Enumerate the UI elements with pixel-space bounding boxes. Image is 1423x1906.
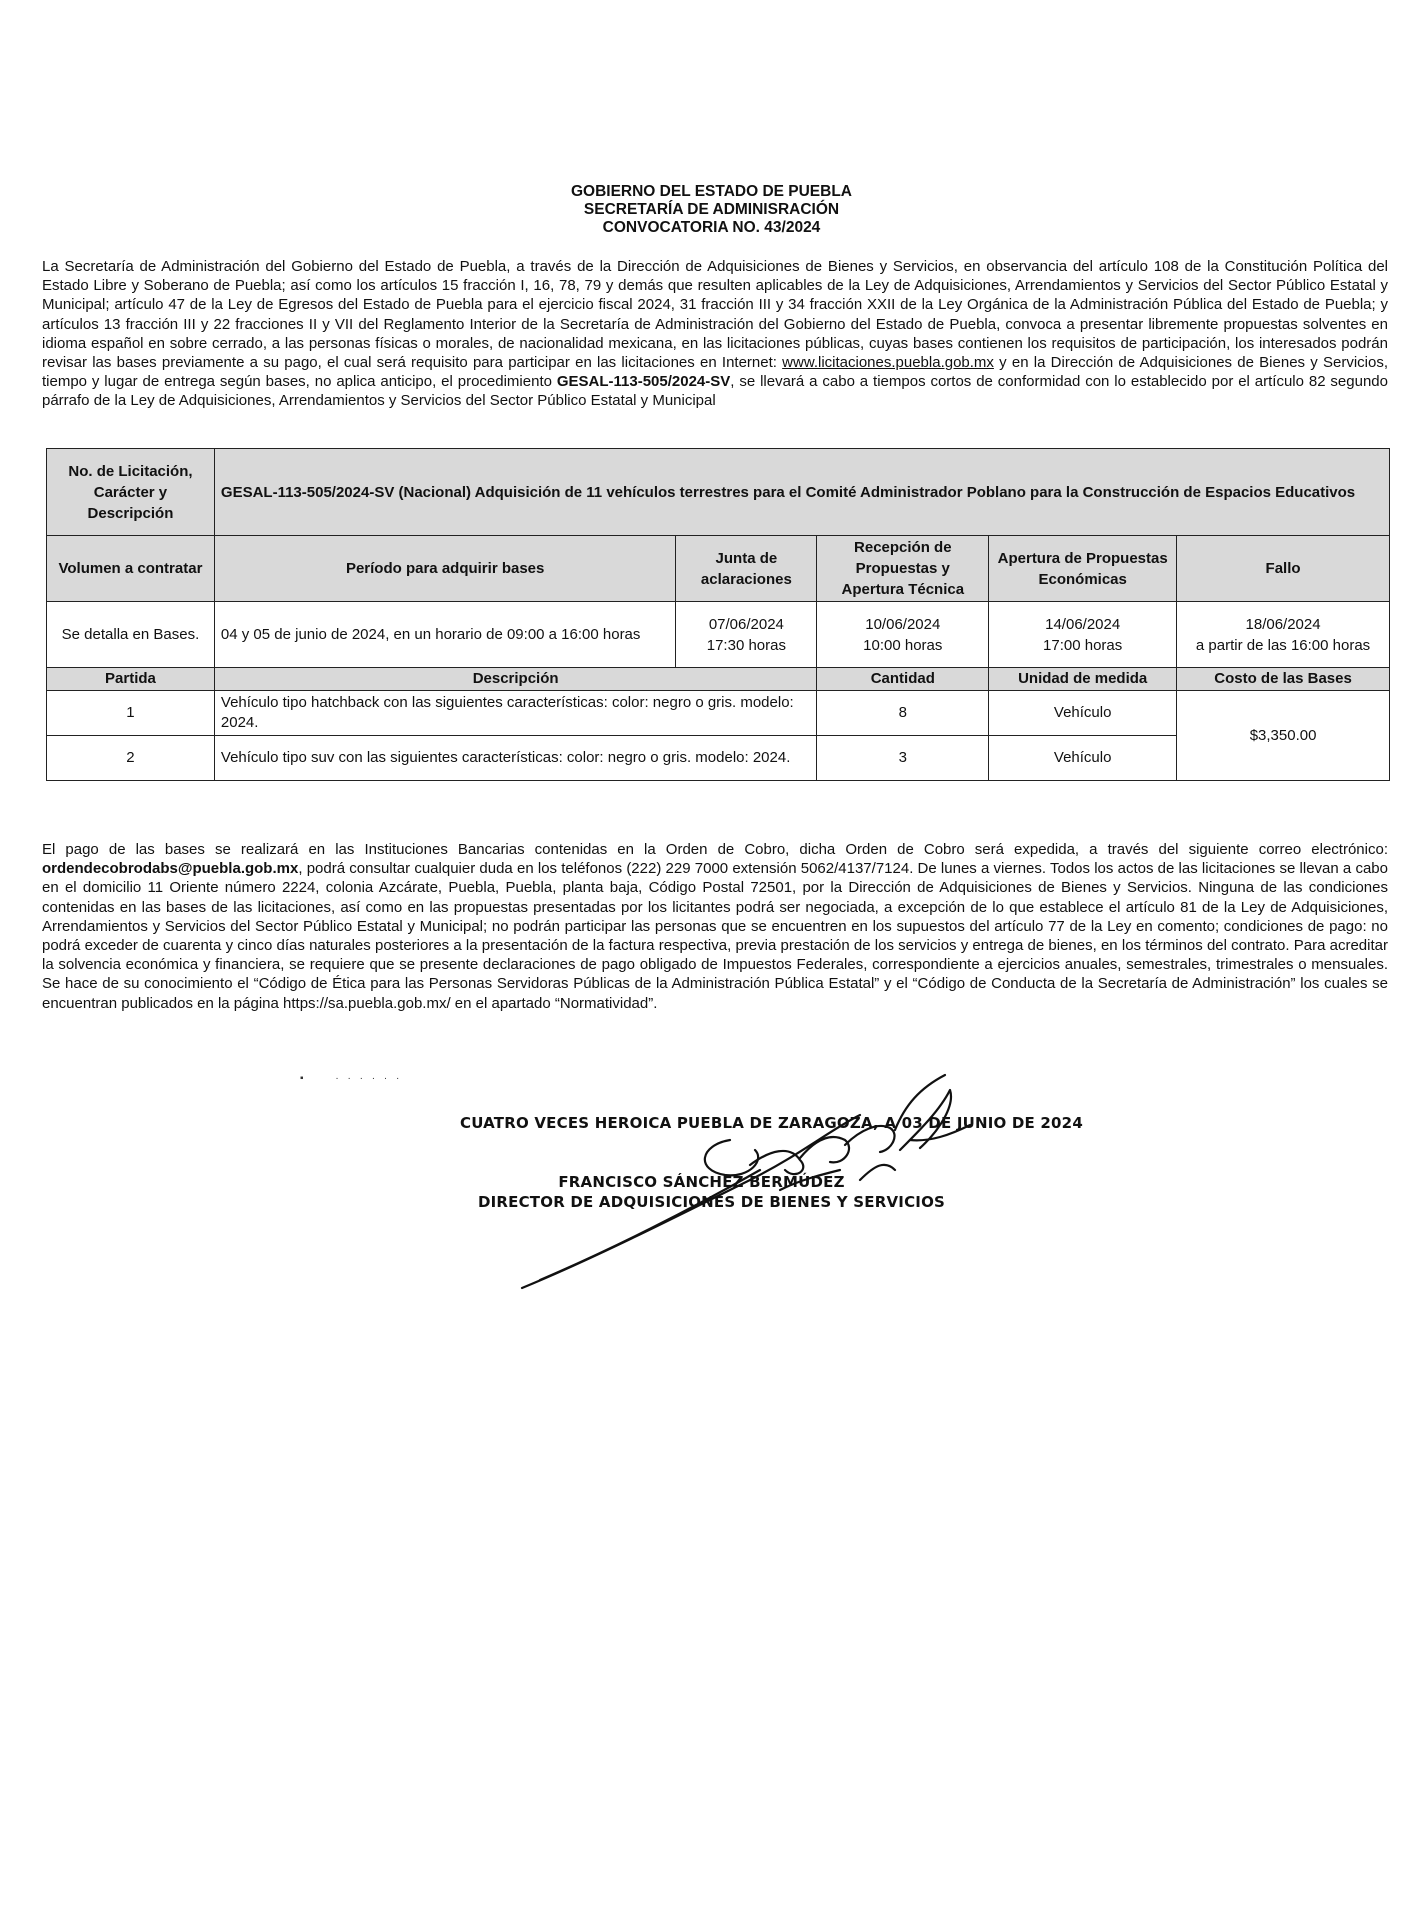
intro-paragraph [42, 257, 1388, 411]
value-recepcion [817, 602, 989, 668]
item-cantidad: 8 [817, 691, 989, 736]
value-fallo [1177, 602, 1390, 668]
signatory-title: DIRECTOR DE ADQUISICIONES DE BIENES Y SERVICIOS [477, 1193, 946, 1211]
junta-date: 07/06/2024 [708, 615, 784, 633]
schedule-header-row [47, 536, 1390, 602]
item-descripcion: Vehículo tipo suv con las siguientes características: color: negro o gris. modelo: 2024. [214, 736, 816, 781]
value-volumen: Se detalla en Bases. [47, 602, 215, 668]
apertura-time: 17:00 horas [1043, 636, 1123, 654]
header-recepcion: Recepción de Propuestas y Apertura Técnica [817, 536, 989, 602]
header-costo: Costo de las Bases [1177, 668, 1390, 691]
item-partida: 1 [47, 691, 215, 736]
intro-text-c: , se llevará a cabo a tiempos cortos de conformidad con lo establecido por el artículo 82 segundo párrafo de la Ley de Adquisiciones, Arrendamientos y Servicios del Sector Público Estatal y Municipal [42, 373, 1388, 410]
tender-label-cell: No. de Licitación, Carácter y Descripción [47, 449, 215, 536]
signatory-name: FRANCISCO SÁNCHEZ BERMÚDEZ [558, 1173, 845, 1191]
header-volumen: Volumen a contratar [47, 536, 215, 602]
payment-paragraph [42, 840, 1388, 1013]
item-descripcion: Vehículo tipo hatchback con las siguientes características: color: negro o gris. modelo: 2024. [214, 691, 816, 736]
value-junta [676, 602, 817, 668]
document-header [0, 183, 1423, 237]
item-unidad: Vehículo [989, 691, 1177, 736]
header-partida: Partida [47, 668, 215, 691]
item-partida: 2 [47, 736, 215, 781]
header-unidad: Unidad de medida [989, 668, 1177, 691]
header-call-number: CONVOCATORIA NO. 43/2024 [602, 219, 821, 236]
intro-text-a: La Secretaría de Administración del Gobierno del Estado de Puebla, a través de la Dirección de Adquisiciones de Bienes y Servicios, en observancia del artículo 108 de la Constitución Política del Estado Libre y Soberano de Puebla; así como los artículos 15 fracción I, 16, 78, 79 y demás que resulten aplicables de la Ley de Adquisiciones, Arrendamientos y Servicios del Sector Público Estatal y Municipal; artículo 47 de la Ley de Egresos del Estado de Puebla para el ejercicio fiscal 2024, 31 fracción III y 34 fracción XXII de la Ley Orgánica de la Administración Pública del Estado de Puebla; y artículos 13 fracción III y 22 fracciones II y VII del Reglamento Interior de la Secretaría de Administración del Gobierno del Estado de Puebla, convoca a presentar libremente propuestas solventes en idioma español en sobre cerrado, a las personas físicas o morales, de nacionalidad mexicana, en las licitaciones públicas, cuyas bases contienen los requisitos de participación, los interesados podrán revisar las bases previamente a su pago, el cual será requisito para participar en las licitaciones en Internet: [42, 258, 1388, 372]
header-junta: Junta de aclaraciones [676, 536, 817, 602]
header-fallo: Fallo [1177, 536, 1390, 602]
fallo-time: a partir de las 16:00 horas [1195, 636, 1371, 654]
header-secretariat: SECRETARÍA DE ADMINISRACIÓN [583, 201, 840, 218]
recepcion-date: 10/06/2024 [865, 615, 941, 633]
payment-text-a: El pago de las bases se realizará en las Instituciones Bancarias contenidas en la Orden de Cobro, dicha Orden de Cobro será expedida, a través del siguiente correo electrónico: [42, 841, 1388, 858]
item-cantidad: 3 [817, 736, 989, 781]
licitaciones-link[interactable]: www.licitaciones.puebla.gob.mx [782, 354, 994, 372]
apertura-date: 14/06/2024 [1045, 615, 1121, 633]
item-costo: $3,350.00 [1177, 691, 1390, 781]
value-periodo: 04 y 05 de junio de 2024, en un horario de 09:00 a 16:00 horas [214, 602, 676, 668]
header-periodo: Período para adquirir bases [214, 536, 676, 602]
fallo-date: 18/06/2024 [1245, 615, 1321, 633]
junta-time: 17:30 horas [706, 636, 786, 654]
schedule-values-row [47, 602, 1390, 668]
tender-table [46, 448, 1390, 781]
header-cantidad: Cantidad [817, 668, 989, 691]
intro-text-b: y en la Dirección de Adquisiciones de Bienes y Servicios, tiempo y lugar de entrega según bases, no aplica anticipo, el procedimiento [42, 354, 1388, 391]
table-row [47, 691, 1390, 736]
tender-description-cell: GESAL-113-505/2024-SV (Nacional) Adquisición de 11 vehículos terrestres para el Comité Administrador Poblano para la Construcción de Espacios Educativos [214, 449, 1389, 536]
payment-text-b: , podrá consultar cualquier duda en los teléfonos (222) 229 7000 extensión 5062/4137/7124. De lunes a viernes. Todos los actos de las licitaciones se llevan a cabo en el domicilio 11 Oriente número 2224, colonia Azcárate, Puebla, Puebla, planta baja, Código Postal 72501, por la Dirección de Adquisiciones de Bienes y Servicios. Ninguna de las condiciones contenidas en las bases de las licitaciones, así como en las propuestas presentadas por los licitantes podrá ser negociada, a excepción de lo que establece el artículo 81 de la Ley de Adquisiciones, Arrendamientos y Servicios del Sector Público Estatal y Municipal; no podrán participar las personas que se encuentren en los supuestos del artículo 77 de la Ley en comento; condiciones de pago: no podrá exceder de cuarenta y cinco días naturales posteriores a la presentación de la factura respectiva, previa prestación de los servicios y entrega de bienes, en los términos del contrato. Para acreditar la solvencia económica y financiera, se requiere que se presente declaraciones de pago obligado de Impuestos Federales, correspondiente a ejercicios anuales, semestrales, trimestrales o mensuales. Se hace de su conocimiento el “Código de Ética para las Personas Servidoras Públicas de la Administración Pública Estatal” y el “Código de Conducta de la Secretaría de Administración” los cuales se encuentran publicados en la página https://sa.puebla.gob.mx/ en el apartado “Normatividad”. [42, 860, 1388, 1012]
value-apertura [989, 602, 1177, 668]
scan-artifact: ▪ · · · · · · [300, 1073, 403, 1084]
payment-email[interactable]: ordendecobrodabs@puebla.gob.mx [42, 860, 299, 878]
items-header-row [47, 668, 1390, 691]
header-descripcion: Descripción [214, 668, 816, 691]
procedure-code: GESAL-113-505/2024-SV [556, 373, 731, 391]
header-government: GOBIERNO DEL ESTADO DE PUEBLA [570, 183, 853, 200]
handwritten-signature [500, 1070, 1000, 1300]
tender-description-row [47, 449, 1390, 536]
header-apertura: Apertura de Propuestas Económicas [989, 536, 1177, 602]
item-unidad: Vehículo [989, 736, 1177, 781]
recepcion-time: 10:00 horas [863, 636, 943, 654]
signature-place-date: CUATRO VECES HEROICA PUEBLA DE ZARAGOZA, A 03 DE JUNIO DE 2024 [460, 1114, 1083, 1132]
